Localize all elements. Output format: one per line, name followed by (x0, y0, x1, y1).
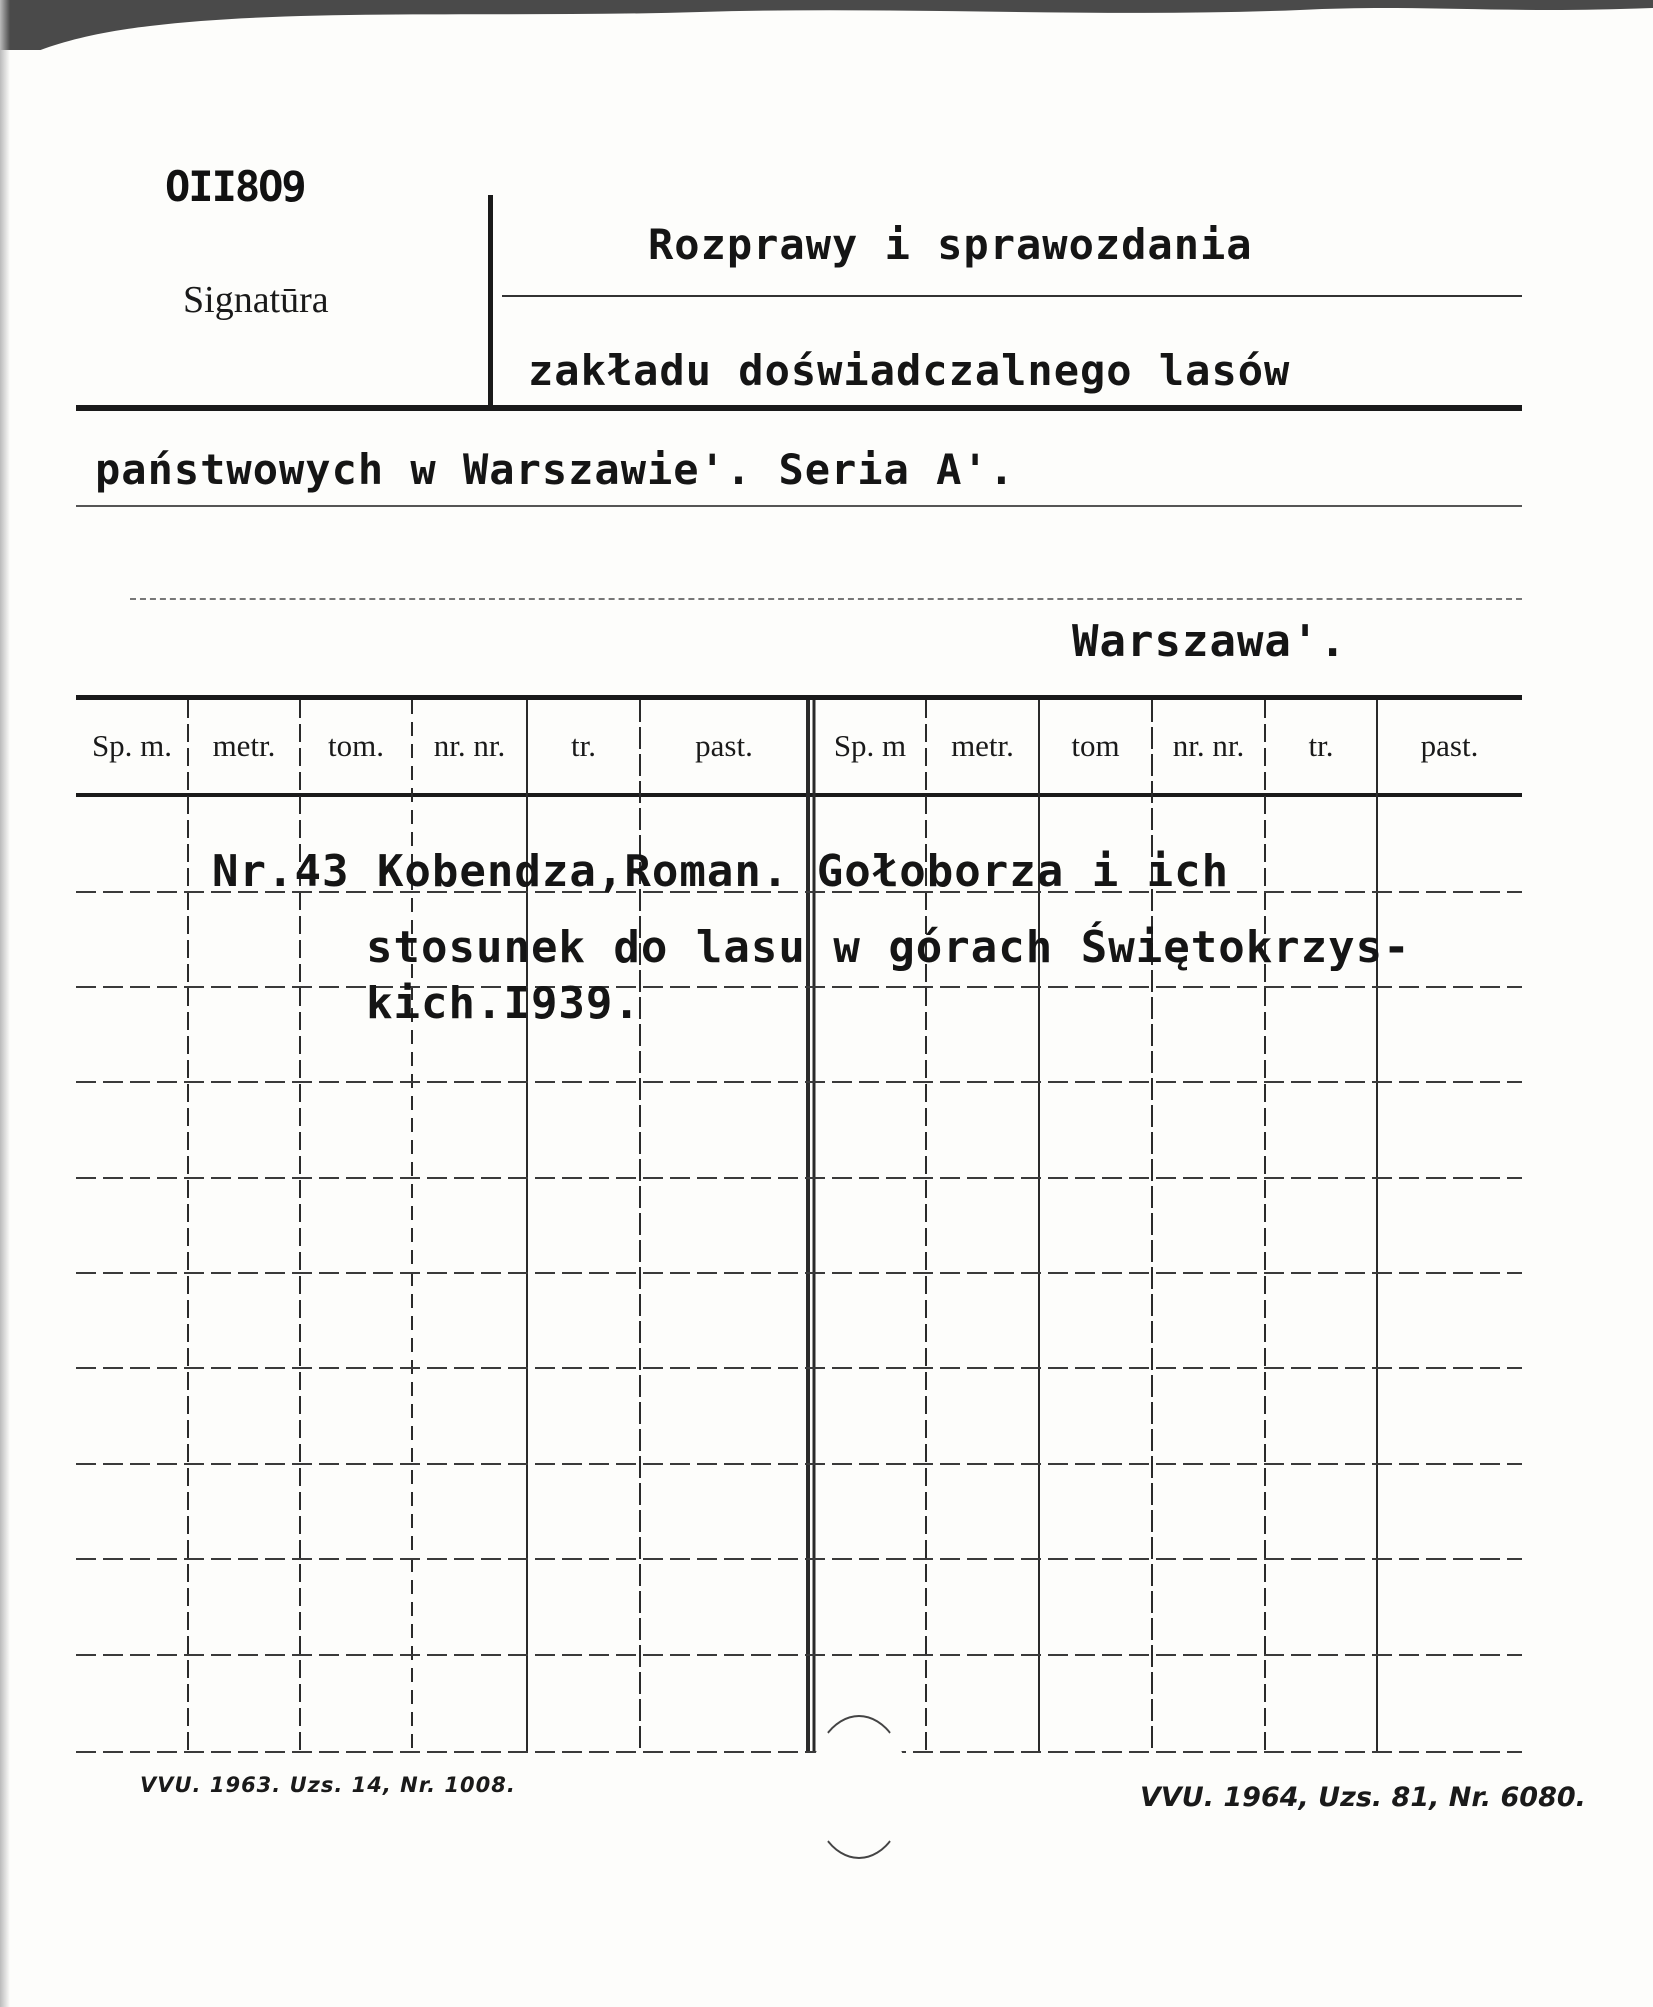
entry-line-3: kich.I939. (366, 978, 641, 1029)
note-left: VVU. 1963. Uzs. 14, Nr. 1008. (140, 1773, 516, 1797)
col-header-nr-nr-1: nr. nr. (433, 728, 506, 763)
col-header-tom-2: tom (1071, 728, 1120, 763)
col-header-metr-1: metr. (212, 728, 276, 763)
col-header-nr-nr-2: nr. nr. (1172, 728, 1245, 763)
entry-line-2: stosunek do lasu w górach Świętokrzys- (366, 922, 1411, 973)
col-header-tom-1: tom. (328, 728, 384, 763)
signature-number: OII8O9 (165, 162, 305, 211)
title-line-1: Rozprawy i sprawozdania (648, 220, 1253, 269)
title-line-2: zakładu doświadczalnego lasów (528, 346, 1291, 395)
col-header-tr-2: tr. (1308, 728, 1334, 763)
col-header-tr-1: tr. (571, 728, 596, 763)
title-line-3: państwowych w Warszawie'. Seria A'. (95, 445, 1016, 494)
punch-hole (810, 1715, 908, 1859)
col-header-metr-2: metr. (951, 728, 1014, 763)
entry-line-1: Nr.43 Kobendza,Roman. Gołoborza i ich (212, 846, 1230, 897)
col-header-sp-m-2: Sp. m (833, 728, 907, 763)
col-header-sp-m-1: Sp. m. (91, 728, 173, 763)
col-header-past-1: past. (695, 728, 753, 763)
place-label: Warszawa'. (1072, 616, 1347, 667)
col-header-past-2: past. (1420, 728, 1479, 763)
note-right: VVU. 1964, Uzs. 81, Nr. 6080. (1140, 1782, 1586, 1813)
signature-label: Signatūra (183, 279, 329, 321)
